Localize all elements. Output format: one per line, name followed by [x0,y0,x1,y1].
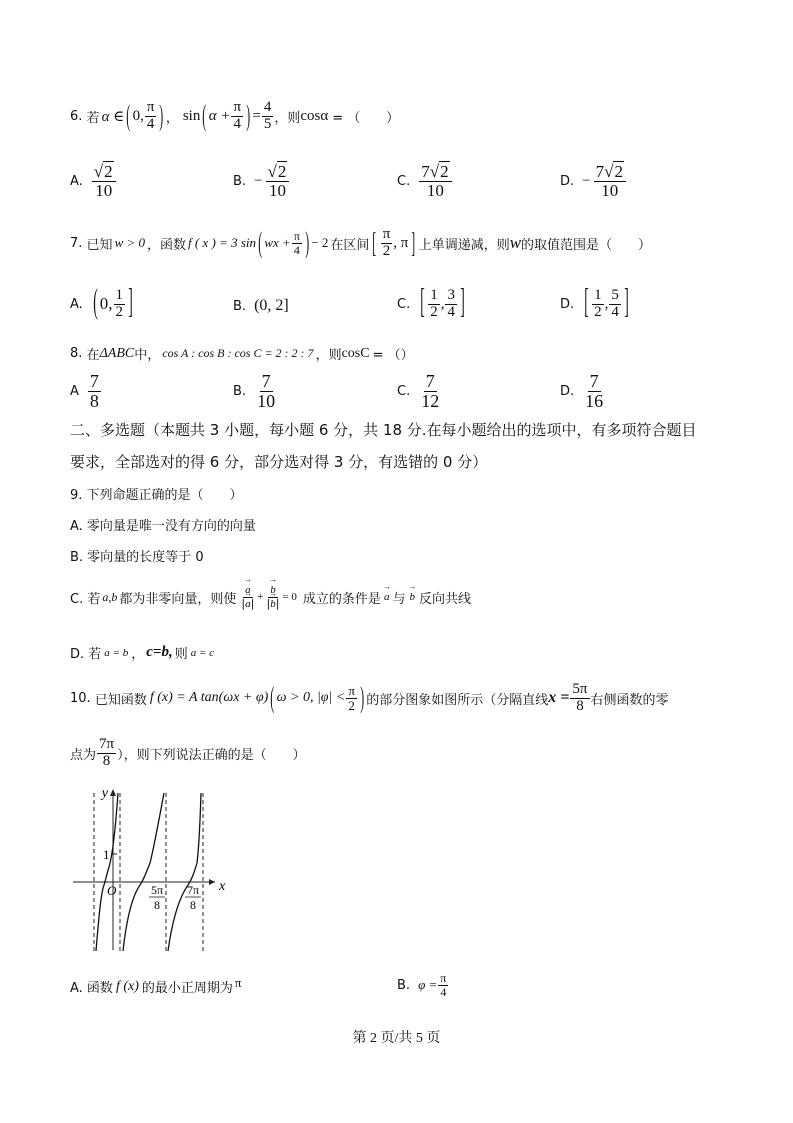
q7-option-b[interactable]: B. (0, 2] [233,297,289,314]
y-axis-label: y [101,786,108,801]
q6-stem: 6. 若 α ∈ ( 0, $\frac{\pi}{4}$ ) ， sin ( α + $\frac{\pi}{4}$ ) = $\frac{4}{5}$ ，则 cosα = （ ） [70,97,400,133]
svg-text:8: 8 [154,898,160,912]
q8-option-d[interactable]: D. $\frac{7}{16}$ [560,371,604,411]
tangent-graph [70,785,235,955]
y-tick-label-1: 1 [103,847,110,862]
q6-option-c[interactable]: C. $\frac{7√2}{10}$ [397,163,453,200]
q6-option-b[interactable]: B. − $\frac{√2}{10}$ [233,163,290,200]
q10-stem-line1: 10. 已知函数 f (x) = A tan(ωx + φ) ( ω > 0, |φ| < $\frac{\pi}{2}$ ) 的部分图象如图所示（分隔直线 x = $\frac{5\pi}{8}$ 右侧函数的零 [70,679,669,715]
section-2-header-line1: 二、多选题（本题共 3 小题，每小题 6 分，共 18 分.在每小题给出的选项中，有多项符合题目 [70,421,697,439]
q6-option-a[interactable]: A. $\frac{√2}{10}$ [70,163,117,200]
q9-stem: 9. 下列命题正确的是（ ） [70,488,243,503]
section-2-header-line2: 要求，全部选对的得 6 分，部分选对得 3 分，有选错的 0 分） [70,453,488,471]
q8-stem: 8. 在 ΔABC 中， cos A : cos B : cos C = 2 : 2 : 7 ，则 cosC = （） [70,345,414,363]
q10-option-a[interactable]: A. 函数 f (x) 的最小正周期为 π [70,974,242,996]
tangent-branch [168,793,201,951]
x-axis-arrow [209,879,215,885]
origin-label: O [107,883,117,898]
q9-option-c[interactable]: C. 若 a,b 都为非零向量，则使 → $\frac{a}{|\to a|}$ + → $\frac{b}{|\to b|}$ = 0 成立的条件是 → a 与 → b 反向共线 [70,584,471,610]
q9-option-a[interactable]: A. 零向量是唯一没有方向的向量 [70,519,256,534]
q10-number: 10. [70,690,91,706]
q8-number: 8. [70,346,83,361]
q6-option-d[interactable]: D. − $\frac{7√2}{10}$ [560,163,627,200]
q6-number: 6. [70,108,83,124]
tangent-branch [123,793,164,951]
svg-text:8: 8 [190,898,196,912]
x-axis-label: x [219,879,226,894]
q7-option-a[interactable]: A. ( 0, $\frac{1}{2}$ ] [70,284,133,322]
q7-stem: 7. 已知 w > 0 ，函数 f ( x ) = 3 sin ( wx + $\frac{\pi}{4}$ ) − 2 在区间 [ $\frac{\pi}{2}$ , π ] 上单调递减，则 w 的取值范围是（ ） [70,224,652,260]
y-axis-arrow [110,789,116,796]
q8-option-b[interactable]: B. $\frac{7}{10}$ [233,371,276,411]
x-tick-label-5pi: 5π [150,883,164,897]
q9-option-d[interactable]: D. 若 a = b ， c=b, 则 a = c [70,644,215,662]
q7-number: 7. [70,235,83,251]
q8-option-c[interactable]: C. $\frac{7}{12}$ [397,371,440,411]
x-tick-label-7pi: 7π [186,883,200,897]
q10-stem-line2: 点为 $\frac{7\pi}{8}$ ），则下列说法正确的是（ ） [70,736,306,769]
q7-option-d[interactable]: D. [ $\frac{1}{2}$ , $\frac{5}{4}$ ] [560,284,629,322]
q9-option-b[interactable]: B. 零向量的长度等于 0 [70,550,204,565]
q10-option-b[interactable]: B. φ = $\frac{\pi}{4}$ [397,971,447,999]
q8-option-a[interactable]: A $\frac{7}{8}$ [70,371,99,411]
tangent-branch [96,793,118,951]
q7-option-c[interactable]: C. [ $\frac{1}{2}$ , $\frac{3}{4}$ ] [397,284,465,322]
page-footer: 第 2 页/共 5 页 [352,1031,441,1046]
